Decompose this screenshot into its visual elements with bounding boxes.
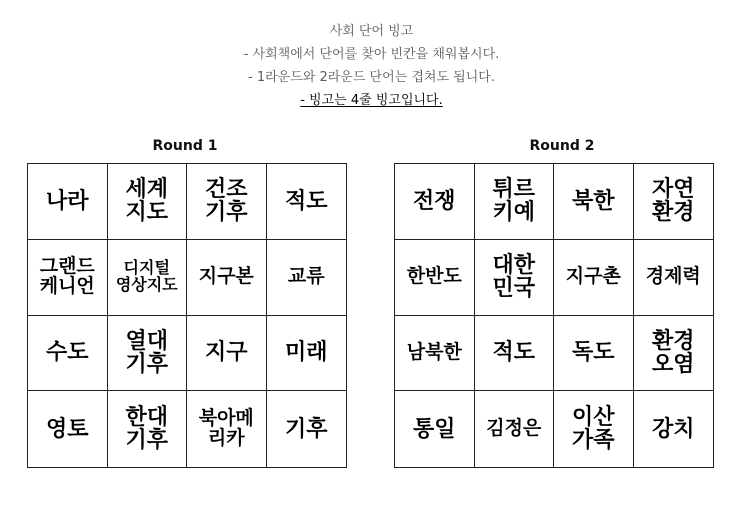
bingo-cell: 북아메 리카: [187, 391, 267, 467]
bingo-cell: 환경 오염: [634, 316, 714, 392]
bingo-cell: 건조 기후: [187, 164, 267, 240]
bingo-cell: 기후: [284, 416, 328, 442]
instruction-line-2: - 1라운드와 2라운드 단어는 겹쳐도 됩니다.: [248, 70, 495, 85]
round-1-title: Round 1: [152, 138, 218, 154]
bingo-cell: 영토: [28, 391, 108, 467]
round-1-bingo-board: [27, 163, 347, 468]
bingo-cell: 나라: [28, 164, 108, 240]
bingo-cell: 교류: [267, 240, 347, 316]
bingo-cell: 지구촌: [554, 240, 634, 316]
bingo-cell: 남북한: [395, 316, 475, 392]
round-2-bingo-board: [394, 163, 714, 468]
bingo-cell: 북한: [554, 164, 634, 240]
instruction-line-3: - 빙고는 4줄 빙고입니다.: [300, 93, 443, 108]
bingo-cell: 자연 환경: [634, 164, 714, 240]
bingo-cell: 미래: [267, 316, 347, 392]
bingo-cell: 강치: [651, 416, 695, 442]
bingo-cell: 세계 지도: [108, 164, 188, 240]
bingo-cell: 대한 민국: [475, 240, 555, 316]
bingo-cell: 한반도: [395, 240, 475, 316]
bingo-cell: 독도: [554, 316, 634, 392]
bingo-cell: 그랜드 케니언: [28, 240, 108, 316]
bingo-cell: 통일: [395, 391, 475, 467]
bingo-cell: 튀르 키예: [475, 164, 555, 240]
bingo-cell: 경제력: [634, 240, 714, 316]
bingo-cell: 적도: [267, 164, 347, 240]
bingo-cell: 전쟁: [395, 164, 475, 240]
bingo-cell: 지구: [187, 316, 267, 392]
bingo-cell: 한대 기후: [108, 391, 188, 467]
bingo-cell: 지구본: [187, 240, 267, 316]
bingo-cell: 열대 기후: [108, 316, 188, 392]
instruction-line-1: - 사회책에서 단어를 찾아 빈칸을 채워봅시다.: [243, 47, 500, 62]
bingo-cell: 김정은: [475, 391, 555, 467]
page-title: 사회 단어 빙고: [329, 24, 414, 39]
bingo-cell: 적도: [475, 316, 555, 392]
bingo-cell: 이산 가족: [554, 391, 634, 467]
round-2-title: Round 2: [529, 138, 595, 154]
bingo-cell: 디지털 영상지도: [108, 240, 188, 316]
bingo-cell: 수도: [28, 316, 108, 392]
